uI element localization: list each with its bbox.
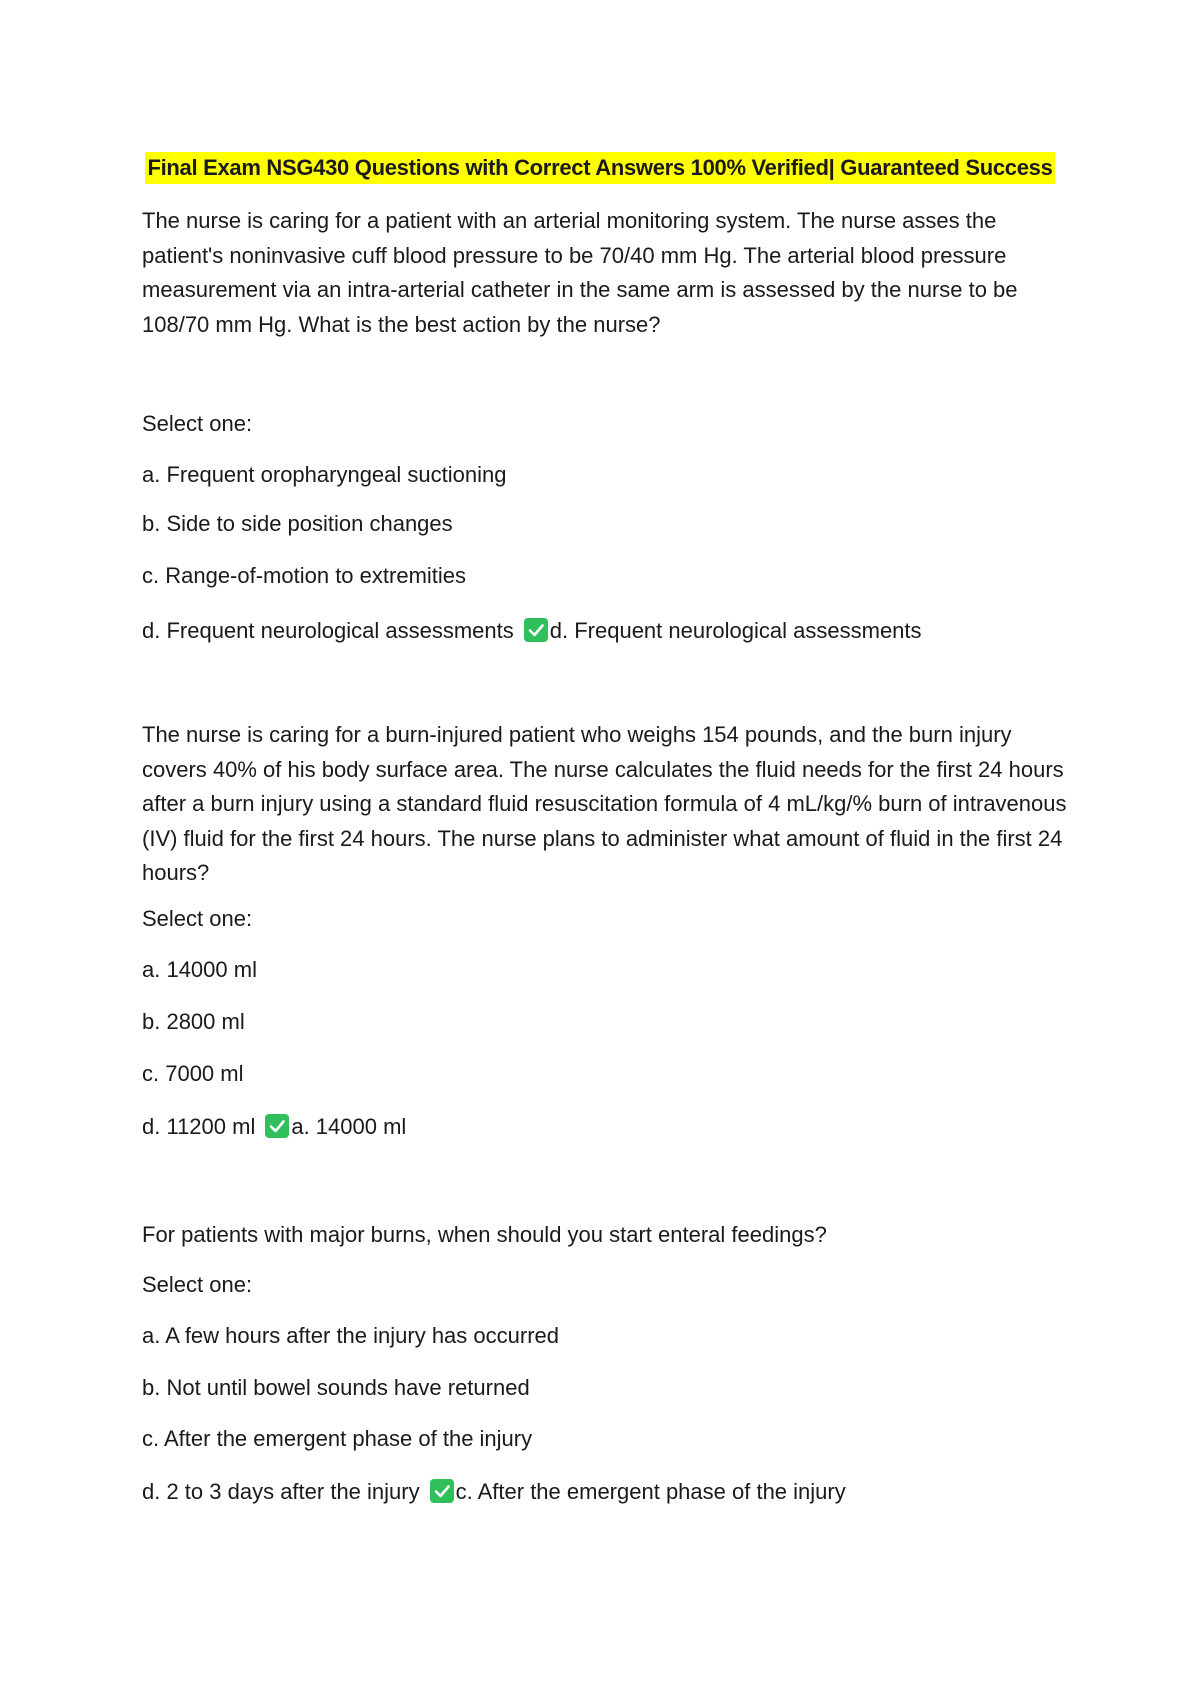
title-container xyxy=(0,152,1200,184)
question-2-option-d: d. 11200 ml xyxy=(142,1114,256,1139)
question-1-option-d: d. Frequent neurological assessments xyxy=(142,618,514,643)
question-3-option-b: b. Not until bowel sounds have returned xyxy=(142,1375,530,1400)
question-2-option-c: c. 7000 ml xyxy=(142,1061,244,1086)
check-mark-icon xyxy=(524,618,548,642)
question-3-stem: For patients with major burns, when should you start enteral feedings? xyxy=(142,1222,827,1247)
question-1-prompt: Select one: xyxy=(142,411,253,436)
question-3-option-c: c. After the emergent phase of the injury xyxy=(142,1426,533,1451)
check-mark-icon xyxy=(265,1114,289,1138)
question-2-option-b: b. 2800 ml xyxy=(142,1009,245,1034)
question-1-stem: The nurse is caring for a patient with an arterial monitoring system. The nurse asses the patient's noninvasive cuff blood pressure to be 70/40 mm Hg. The arterial blood pressure measurement via an intra-arterial catheter in the same arm is assessed by the nurse to be 108/70 mm Hg. What is the best action by the nurse? xyxy=(142,208,1018,337)
question-2-answer: a. 14000 ml xyxy=(291,1114,407,1139)
question-2-stem: The nurse is caring for a burn-injured patient who weighs 154 pounds, and the burn injury covers 40% of his body surface area. The nurse calculates the fluid needs for the first 24 hours after a burn injury using a standard fluid resuscitation formula of 4 mL/kg/% burn of intravenous (IV) fluid for the first 24 hours. The nurse plans to administer what amount of fluid in the first 24 hours? xyxy=(142,722,1067,885)
question-2-option-a: a. 14000 ml xyxy=(142,957,257,982)
question-2-option-d-row xyxy=(142,1112,406,1142)
question-2-prompt: Select one: xyxy=(142,906,253,931)
question-3-option-a: a. A few hours after the injury has occurred xyxy=(142,1323,560,1348)
document-title: Final Exam NSG430 Questions with Correct Answers 100% Verified| Guaranteed Success xyxy=(145,152,1054,184)
question-1-answer: d. Frequent neurological assessments xyxy=(549,618,922,643)
question-1-option-c: c. Range-of-motion to extremities xyxy=(142,563,467,588)
question-3-option-d-row xyxy=(142,1477,846,1507)
question-1-option-b: b. Side to side position changes xyxy=(142,511,453,536)
question-3-answer: c. After the emergent phase of the injury xyxy=(455,1479,846,1504)
check-mark-icon xyxy=(430,1479,454,1503)
question-3-option-d: d. 2 to 3 days after the injury xyxy=(142,1479,420,1504)
question-3-prompt: Select one: xyxy=(142,1272,253,1297)
question-1-option-a: a. Frequent oropharyngeal suctioning xyxy=(142,462,507,487)
question-1-option-d-row xyxy=(142,616,922,646)
